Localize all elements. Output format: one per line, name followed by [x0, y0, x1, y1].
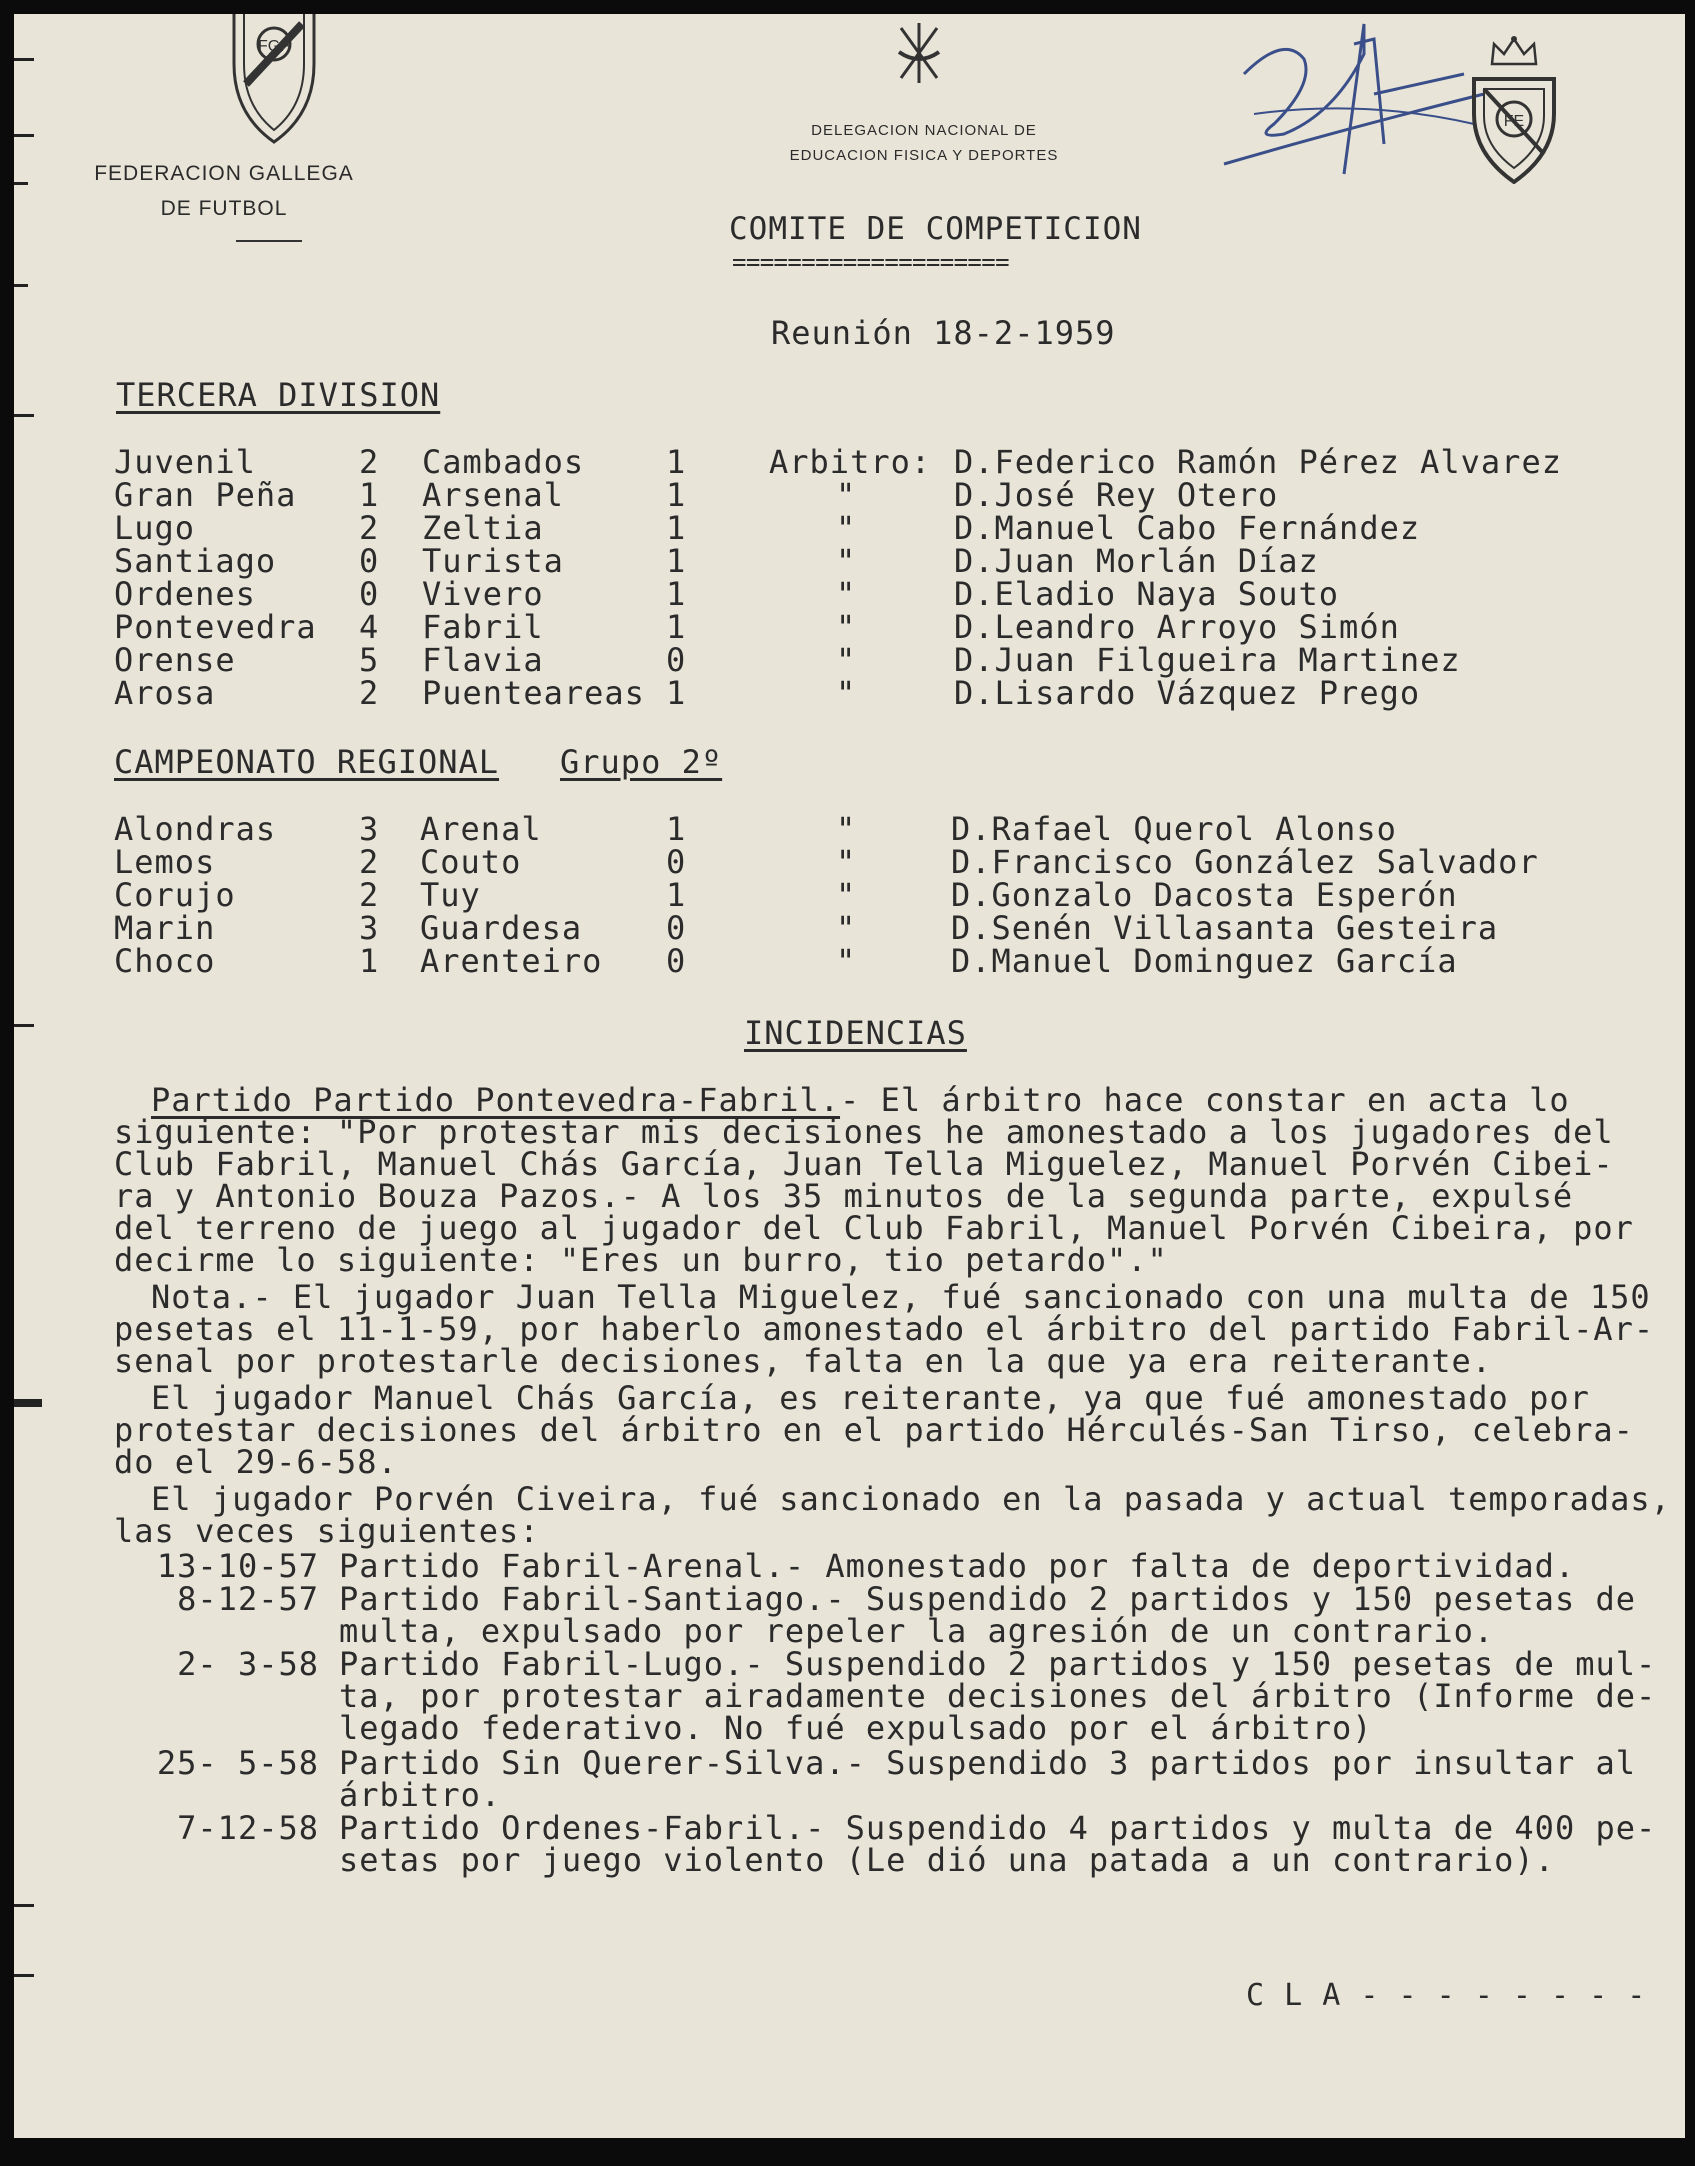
crowned-crest-icon [1464, 34, 1564, 184]
edge-mark [14, 1904, 34, 1907]
section-heading-regional: CAMPEONATO REGIONAL [114, 743, 500, 781]
ditto-mark: " [836, 509, 857, 547]
meeting-date: Reunión 18-2-1959 [771, 314, 1116, 352]
team-home: Corujo [114, 876, 236, 914]
team-away: Turista [422, 542, 564, 580]
score-away: 1 [666, 810, 687, 848]
referee-name: D.Leandro Arroyo Simón [954, 608, 1400, 646]
team-home: Santiago [114, 542, 277, 580]
referee-name: D.Juan Morlán Díaz [954, 542, 1319, 580]
score-away: 1 [666, 876, 687, 914]
referee-name: D.José Rey Otero [954, 476, 1279, 514]
delegation-line1: DELEGACION NACIONAL DE [811, 122, 1037, 139]
ditto-mark: " [836, 608, 857, 646]
team-home: Arosa [114, 674, 216, 712]
score-away: 1 [666, 674, 687, 712]
ditto-mark: " [836, 876, 857, 914]
sanction-text: Partido Fabril-Lugo.- Suspendido 2 partidos y 150 pesetas de mul- [339, 1645, 1657, 1683]
team-away: Flavia [422, 641, 544, 679]
edge-mark [14, 134, 34, 137]
incident-paragraph-line: decirme lo siguiente: "Eres un burro, tio petardo"." [114, 1241, 1168, 1279]
ditto-mark: " [836, 942, 857, 980]
incident-paragraph-line: Club Fabril, Manuel Chás García, Juan Tella Miguelez, Manuel Porvén Cibei- [114, 1145, 1614, 1183]
score-home: 0 [359, 542, 380, 580]
referee-name: D.Manuel Dominguez García [951, 942, 1458, 980]
score-home: 1 [359, 942, 380, 980]
score-home: 2 [359, 509, 380, 547]
section-heading-tercera: TERCERA DIVISION [116, 376, 441, 414]
delegation-line2: EDUCACION FISICA Y DEPORTES [789, 147, 1059, 164]
team-home: Ordenes [114, 575, 256, 613]
sanction-date: 7-12-58 [177, 1809, 319, 1847]
team-away: Guardesa [420, 909, 583, 947]
team-away: Fabril [422, 608, 544, 646]
title-rule: ==================== [732, 248, 1009, 276]
svg-text:FE: FE [1503, 113, 1525, 130]
score-away: 0 [666, 641, 687, 679]
score-away: 0 [666, 942, 687, 980]
edge-mark [14, 182, 28, 185]
note-paragraph-line: pesetas el 11-1-59, por haberlo amonestado el árbitro del partido Fabril-Ar- [114, 1310, 1655, 1348]
sanction-date: 13-10-57 [156, 1547, 319, 1585]
team-away: Cambados [422, 443, 585, 481]
score-home: 1 [359, 476, 380, 514]
org-divider [236, 240, 302, 242]
referee-name: D.Francisco González Salvador [951, 843, 1539, 881]
ditto-mark: " [836, 843, 857, 881]
referee-name: D.Eladio Naya Souto [954, 575, 1340, 613]
reiterante-paragraph-line: El jugador Manuel Chás García, es reiterante, ya que fué amonestado por [151, 1379, 1590, 1417]
sanction-date: 2- 3-58 [177, 1645, 319, 1683]
org-name-line1: FEDERACION GALLEGA [94, 162, 354, 185]
page-title: COMITE DE COMPETICION [729, 211, 1142, 247]
score-away: 0 [666, 843, 687, 881]
score-away: 0 [666, 909, 687, 947]
team-home: Juvenil [114, 443, 256, 481]
team-home: Gran Peña [114, 476, 297, 514]
score-home: 5 [359, 641, 380, 679]
team-home: Lugo [114, 509, 196, 547]
note-paragraph-line: Nota.- El jugador Juan Tella Miguelez, fué sancionado con una multa de 150 [151, 1278, 1651, 1316]
sanction-text: ta, por protestar airadamente decisiones del árbitro (Informe de- [339, 1677, 1657, 1715]
sanction-intro-line: las veces siguientes: [114, 1512, 540, 1550]
team-home: Choco [114, 942, 216, 980]
sanction-intro-line: El jugador Porvén Civeira, fué sancionado en la pasada y actual temporadas, [151, 1480, 1671, 1518]
referee-name: D.Lisardo Vázquez Prego [954, 674, 1421, 712]
score-home: 3 [359, 810, 380, 848]
team-away: Vivero [422, 575, 544, 613]
note-paragraph-line: senal por protestarle decisiones, falta en la que ya era reiterante. [114, 1342, 1493, 1380]
edge-mark [14, 1399, 42, 1407]
yoke-arrows-emblem-icon [889, 18, 949, 88]
score-away: 1 [666, 443, 687, 481]
ditto-mark: " [836, 641, 857, 679]
edge-mark [14, 284, 28, 287]
reiterante-paragraph-line: protestar decisiones del árbitro en el partido Hérculés-San Tirso, celebra- [114, 1411, 1634, 1449]
incident-paragraph-line [151, 1081, 1570, 1119]
org-name-line2: DE FUTBOL [160, 197, 288, 220]
referee-name: D.Gonzalo Dacosta Esperón [951, 876, 1458, 914]
team-away: Arenal [420, 810, 542, 848]
team-away: Tuy [420, 876, 481, 914]
sanction-text: Partido Ordenes-Fabril.- Suspendido 4 partidos y multa de 400 pe- [339, 1809, 1657, 1847]
referee-name: D.Juan Filgueira Martinez [954, 641, 1461, 679]
team-home: Orense [114, 641, 236, 679]
score-home: 2 [359, 876, 380, 914]
team-away: Zeltia [422, 509, 544, 547]
referee-name: D.Manuel Cabo Fernández [954, 509, 1421, 547]
score-away: 1 [666, 575, 687, 613]
team-away: Arenteiro [420, 942, 603, 980]
edge-mark [14, 414, 34, 417]
score-away: 1 [666, 542, 687, 580]
referee-label: Arbitro: [769, 443, 932, 481]
team-home: Lemos [114, 843, 216, 881]
document-page [14, 14, 1685, 2138]
referee-name: D.Senén Villasanta Gesteira [951, 909, 1499, 947]
ditto-mark: " [836, 909, 857, 947]
ditto-mark: " [836, 575, 857, 613]
team-home: Marin [114, 909, 216, 947]
score-home: 3 [359, 909, 380, 947]
sanction-text: Partido Sin Querer-Silva.- Suspendido 3 partidos por insultar al [339, 1744, 1636, 1782]
ditto-mark: " [836, 476, 857, 514]
score-home: 2 [359, 674, 380, 712]
team-home: Pontevedra [114, 608, 317, 646]
footer-continuation: C L A - - - - - - - - [1246, 1978, 1647, 2013]
referee-name: D.Federico Ramón Pérez Alvarez [954, 443, 1562, 481]
edge-mark [14, 1024, 34, 1027]
team-away: Couto [420, 843, 522, 881]
incident-paragraph-line: siguiente: "Por protestar mis decisiones he amonestado a los jugadores del [114, 1113, 1614, 1151]
reiterante-paragraph-line: do el 29-6-58. [114, 1443, 398, 1481]
sanction-text: multa, expulsado por repeler la agresión de un contrario. [339, 1612, 1495, 1650]
referee-name: D.Rafael Querol Alonso [951, 810, 1397, 848]
sanction-date: 25- 5-58 [156, 1744, 319, 1782]
match-heading: Partido Partido Pontevedra-Fabril. [151, 1081, 841, 1119]
group-label: Grupo 2º [560, 743, 723, 781]
incident-paragraph-line: ra y Antonio Bouza Pazos.- A los 35 minutos de la segunda parte, expulsé [114, 1177, 1574, 1215]
team-away: Arsenal [422, 476, 564, 514]
sanction-date: 8-12-57 [177, 1580, 319, 1618]
federation-crest-icon [226, 14, 322, 146]
sanction-text: árbitro. [339, 1776, 502, 1814]
section-heading-incidencias: INCIDENCIAS [744, 1014, 967, 1052]
incident-paragraph-line: del terreno de juego al jugador del Club Fabril, Manuel Porvén Cibeira, por [114, 1209, 1634, 1247]
sanction-text: Partido Fabril-Arenal.- Amonestado por falta de deportividad. [339, 1547, 1576, 1585]
edge-mark [14, 1974, 34, 1977]
team-away: Puenteareas [422, 674, 645, 712]
incident-line-text: - El árbitro hace constar en acta lo [840, 1081, 1570, 1119]
sanction-text: setas por juego violento (Le dió una patada a un contrario). [339, 1841, 1555, 1879]
ditto-mark: " [836, 810, 857, 848]
team-home: Alondras [114, 810, 277, 848]
ditto-mark: " [836, 542, 857, 580]
score-away: 1 [666, 608, 687, 646]
ditto-mark: " [836, 674, 857, 712]
score-home: 4 [359, 608, 380, 646]
score-home: 2 [359, 443, 380, 481]
score-away: 1 [666, 509, 687, 547]
svg-text:FGF: FGF [258, 38, 290, 55]
sanction-text: legado federativo. No fué expulsado por el árbitro) [339, 1709, 1373, 1747]
score-home: 2 [359, 843, 380, 881]
score-away: 1 [666, 476, 687, 514]
score-home: 0 [359, 575, 380, 613]
signature-icon [1214, 14, 1494, 189]
edge-mark [14, 58, 34, 61]
sanction-text: Partido Fabril-Santiago.- Suspendido 2 partidos y 150 pesetas de [339, 1580, 1636, 1618]
